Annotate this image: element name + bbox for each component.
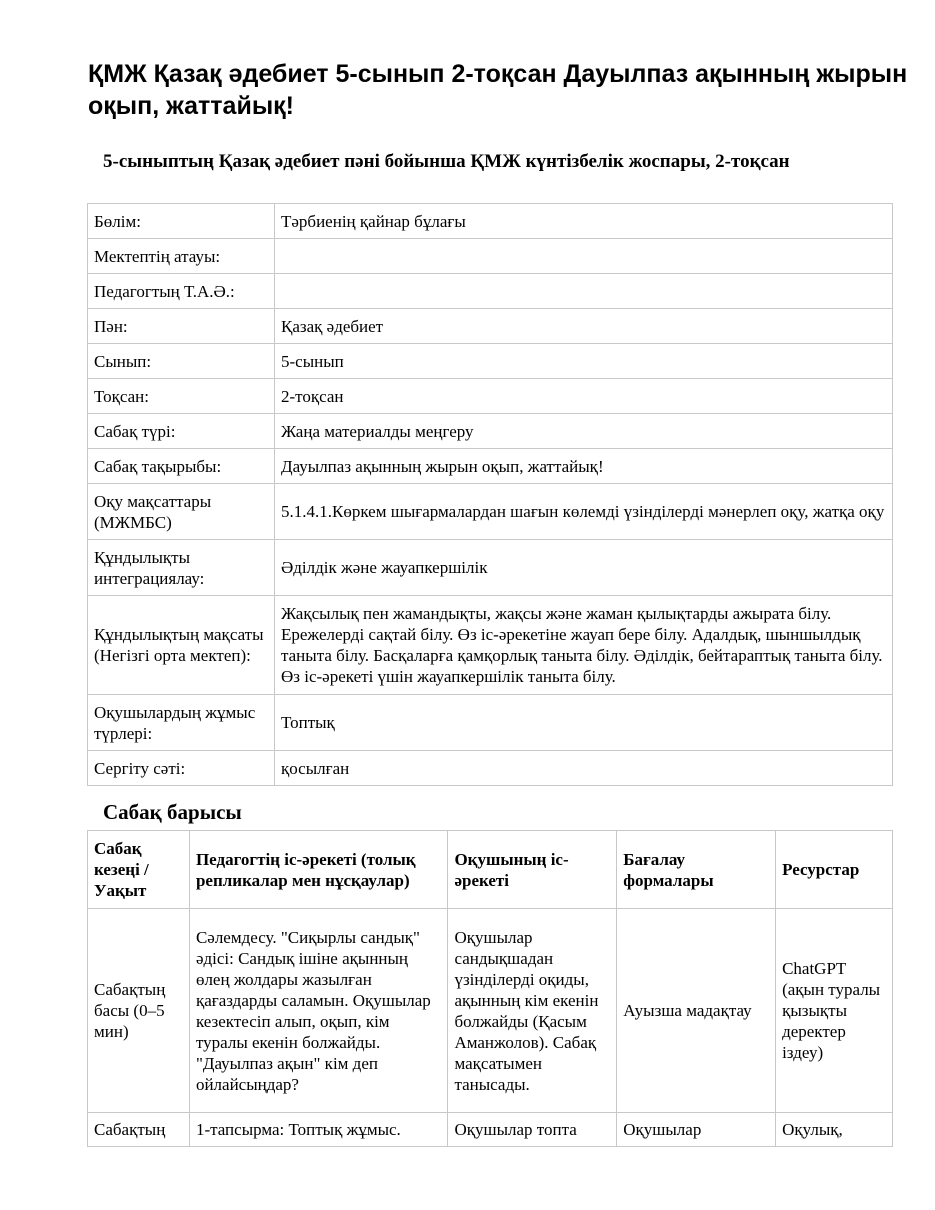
info-label: Сабақ тақырыбы: — [88, 449, 275, 484]
column-header: Педагогтің іс-әрекеті (толық репликалар мен нұсқаулар) — [189, 831, 448, 909]
table-cell: Оқушылар сандықшадан үзінділерді оқиды, ақынның кім екенін болжайды (Қасым Аманжолов). Сабақ мақсатымен танысады. — [448, 909, 617, 1113]
lesson-progress-heading: Сабақ барысы — [103, 800, 242, 824]
info-value: Жаңа материалды меңгеру — [275, 414, 893, 449]
table-cell: Оқушылар — [617, 1113, 776, 1147]
table-cell: Сабақтың басы (0–5 мин) — [88, 909, 190, 1113]
info-value — [275, 274, 893, 309]
info-label: Педагогтың Т.А.Ә.: — [88, 274, 275, 309]
table-cell: Сәлемдесу. "Сиқырлы сандық" әдісі: Сандық ішіне ақынның өлең жолдары жазылған қағаздарды саламын. Оқушылар кезектесіп алып, оқып, кім туралы екенін болжайды. "Дауылпаз ақын" кім деп ойлайсыңдар? — [189, 909, 448, 1113]
table-row — [88, 274, 893, 309]
column-header: Оқушының іс-әрекеті — [448, 831, 617, 909]
info-value — [275, 239, 893, 274]
info-value: Жақсылық пен жамандықты, жақсы және жаман қылықтарды ажырата білу. Ережелерді сақтай білу. Өз іс-әрекетіне жауап бере білу. Адалдық, шыншылдық таныта білу. Басқаларға қамқорлық таныта білу. Әділдік, бейтараптық таныта білу. Өз іс-әрекеті үшін жауапкершілік таныта білу. — [275, 596, 893, 695]
table-row — [88, 379, 893, 414]
info-label: Мектептің атауы: — [88, 239, 275, 274]
info-value: Қазақ әдебиет — [275, 309, 893, 344]
table-cell: Оқулық, — [776, 1113, 893, 1147]
table-cell: ChatGPT (ақын туралы қызықты деректер іздеу) — [776, 909, 893, 1113]
table-row — [88, 239, 893, 274]
table-header-row — [88, 831, 893, 909]
column-header: Сабақ кезеңі / Уақыт — [88, 831, 190, 909]
table-row — [88, 449, 893, 484]
lesson-progress-table — [87, 830, 893, 1147]
info-value: 2-тоқсан — [275, 379, 893, 414]
info-value: Топтық — [275, 695, 893, 751]
table-row — [88, 596, 893, 695]
column-header: Ресурстар — [776, 831, 893, 909]
table-row — [88, 344, 893, 379]
info-label: Оқу мақсаттары (МЖМБС) — [88, 484, 275, 540]
info-label: Тоқсан: — [88, 379, 275, 414]
info-value: Әділдік және жауапкершілік — [275, 540, 893, 596]
info-value: Тәрбиенің қайнар бұлағы — [275, 204, 893, 239]
info-value: 5-сынып — [275, 344, 893, 379]
table-cell: Ауызша мадақтау — [617, 909, 776, 1113]
document-title: ҚМЖ Қазақ әдебиет 5-сынып 2-тоқсан Дауылпаз ақынның жырын оқып, жаттайық! — [88, 60, 908, 120]
info-label: Пән: — [88, 309, 275, 344]
column-header: Бағалау формалары — [617, 831, 776, 909]
info-label: Құндылықтың мақсаты (Негізгі орта мектеп): — [88, 596, 275, 695]
table-row — [88, 695, 893, 751]
info-label: Оқушылардың жұмыс түрлері: — [88, 695, 275, 751]
table-row — [88, 309, 893, 344]
table-row — [88, 484, 893, 540]
info-value: 5.1.4.1.Көркем шығармалардан шағын көлемді үзінділерді мәнерлеп оқу, жатқа оқу — [275, 484, 893, 540]
info-label: Сынып: — [88, 344, 275, 379]
lesson-info-table — [87, 203, 893, 786]
info-label: Құндылықты интеграциялау: — [88, 540, 275, 596]
info-label: Сергіту сәті: — [88, 751, 275, 786]
plan-subtitle: 5-сыныптың Қазақ әдебиет пәні бойынша ҚМЖ күнтізбелік жоспары, 2-тоқсан — [103, 151, 790, 172]
info-value: Дауылпаз ақынның жырын оқып, жаттайық! — [275, 449, 893, 484]
table-row — [88, 1113, 893, 1147]
table-row — [88, 414, 893, 449]
table-row — [88, 204, 893, 239]
info-label: Сабақ түрі: — [88, 414, 275, 449]
table-row — [88, 540, 893, 596]
table-cell: Сабақтың — [88, 1113, 190, 1147]
table-cell: 1-тапсырма: Топтық жұмыс. — [189, 1113, 448, 1147]
info-value: қосылған — [275, 751, 893, 786]
table-row — [88, 751, 893, 786]
info-label: Бөлім: — [88, 204, 275, 239]
table-row — [88, 909, 893, 1113]
table-cell: Оқушылар топта — [448, 1113, 617, 1147]
